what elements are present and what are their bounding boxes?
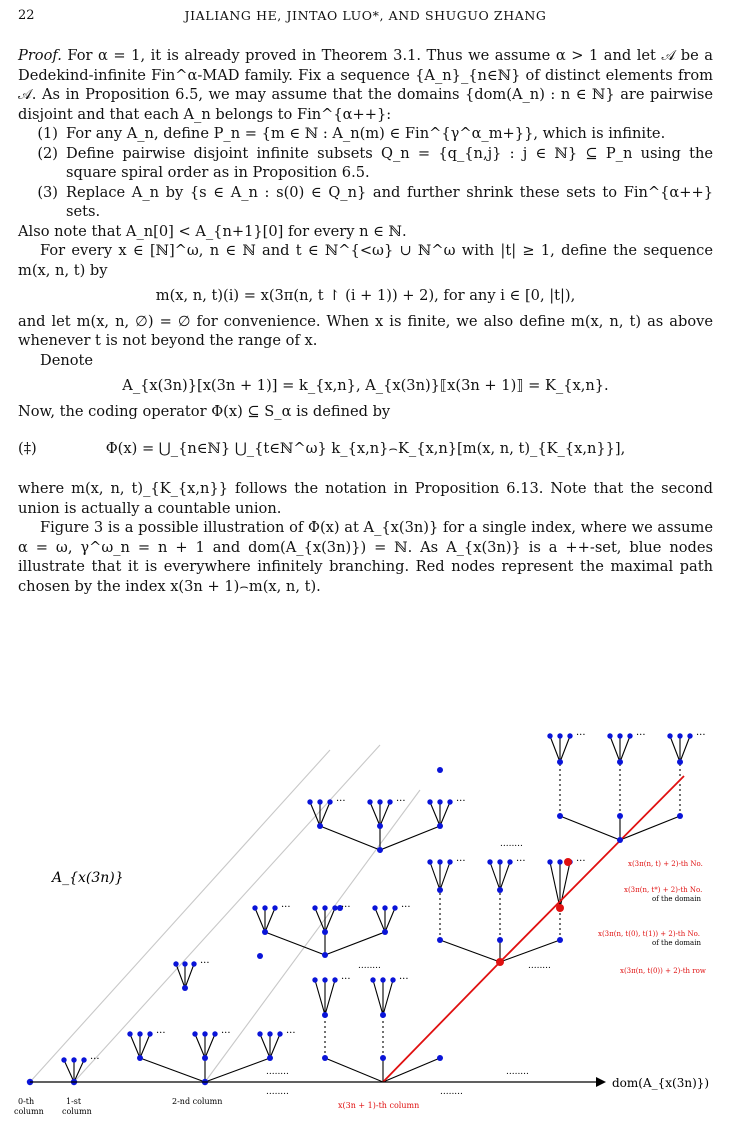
dot-row: ........ — [266, 1087, 289, 1097]
list-item-text: Replace A_n by {s ∈ A_n : s(0) ∈ Q_n} and further shrink these sets to Fin^{α++} sets. — [66, 183, 713, 220]
tree-node — [437, 767, 443, 773]
tree-edge — [560, 816, 620, 840]
tree-node — [182, 985, 188, 991]
tree-edge — [130, 1034, 140, 1058]
tree-node — [447, 859, 452, 864]
tree-edge — [315, 980, 325, 1015]
tree-node — [267, 1031, 272, 1036]
list-item-number: (2) — [37, 144, 58, 162]
tree-node — [377, 823, 383, 829]
tree-node — [182, 961, 187, 966]
tree-node — [137, 1055, 143, 1061]
tree-edge — [440, 940, 500, 962]
figure-tree-illustration — [0, 650, 731, 1120]
tree-edge — [370, 802, 380, 826]
ellipsis-mark: ··· — [456, 796, 466, 807]
tree-edge — [383, 1058, 440, 1082]
body-text — [18, 46, 713, 596]
denote-label: Denote — [40, 351, 94, 369]
tree-edge — [205, 1058, 270, 1082]
tree-node — [677, 759, 683, 765]
tree-node — [557, 759, 563, 765]
tree-node — [377, 847, 383, 853]
tree-edge — [260, 1034, 270, 1058]
tree-node — [427, 799, 432, 804]
proof-intro — [18, 46, 713, 124]
tree-node — [317, 823, 323, 829]
proof-note: Also note that A_n[0] < A_{n+1}[0] for every n ∈ ℕ. — [18, 222, 407, 240]
tree-edge — [490, 862, 500, 890]
tree-edge — [383, 980, 393, 1015]
tree-node — [71, 1057, 76, 1062]
tree-node — [380, 977, 385, 982]
tree-edge — [140, 1058, 205, 1082]
ellipsis-mark: ··· — [90, 1054, 100, 1065]
tree-node — [327, 799, 332, 804]
diagonal-guide — [30, 750, 330, 1082]
tree-edge — [310, 802, 320, 826]
tree-node — [372, 905, 377, 910]
paragraph-empty-case: and let m(x, n, ∅) = ∅ for convenience. When x is finite, we also define m(x, n, t) as above whenever t is not beyond the range of x. — [18, 312, 713, 349]
tree-edge — [620, 736, 630, 762]
tree-node — [557, 937, 563, 943]
tree-node — [312, 977, 317, 982]
tree-node — [192, 1031, 197, 1036]
list-item-number: (1) — [37, 125, 58, 142]
tree-node — [437, 859, 442, 864]
tree-node — [382, 905, 387, 910]
tree-node — [437, 887, 443, 893]
equation-phi — [18, 429, 713, 469]
tree-edge — [680, 736, 690, 762]
axis-label: dom(A_{x(3n)}) — [612, 1076, 710, 1090]
tree-edge — [325, 932, 385, 955]
annotation-2-line2: of the domain — [652, 895, 701, 903]
tree-node — [370, 977, 375, 982]
tree-node — [367, 799, 372, 804]
maximal-path — [383, 776, 684, 1082]
tree-edge — [500, 940, 560, 962]
tree-node — [61, 1057, 66, 1062]
tree-node — [322, 952, 328, 958]
proof-intro-text: For α = 1, it is already proved in Theorem 3.1. Thus we assume α > 1 and let 𝒜 be a Dedekind-infinite Fin^α-MAD family. Fix a sequence {A_n}_{n∈ℕ} of distinct elements from 𝒜. As in Proposition 6.5, we may assume that the domains {dom(A_n) : n ∈ ℕ} are pairwise disjoint and that each A_n belongs to Fin^{α++}: — [18, 47, 713, 123]
set-label: A_{x(3n)} — [52, 870, 124, 886]
dot-row: ........ — [500, 839, 523, 849]
dot-row: ........ — [506, 1067, 529, 1077]
tree-node — [262, 929, 268, 935]
tree-node — [147, 1031, 152, 1036]
tree-edge — [620, 816, 680, 840]
tree-node — [252, 905, 257, 910]
tree-edge — [385, 908, 395, 932]
ellipsis-mark: ··· — [200, 958, 210, 969]
dot-row: ........ — [266, 1067, 289, 1077]
ellipsis-mark: ··· — [401, 902, 411, 913]
tree-node — [322, 929, 328, 935]
tree-node — [382, 929, 388, 935]
tree-node — [322, 977, 327, 982]
notation-paragraph: where m(x, n, t)_{K_{x,n}} follows the notation in Proposition 6.13. Note that the second union is actually a countable union. — [18, 480, 713, 517]
tree-node — [437, 937, 443, 943]
tree-node — [322, 1012, 328, 1018]
tree-node — [427, 859, 432, 864]
tree-node — [257, 953, 263, 959]
tree-node — [392, 905, 397, 910]
tree-edge — [325, 980, 335, 1015]
tree-node — [617, 759, 623, 765]
tree-edge — [64, 1060, 74, 1082]
path-node — [556, 904, 564, 912]
tree-node — [380, 1055, 386, 1061]
tree-node — [307, 799, 312, 804]
annotation-3-line2: of the domain — [652, 939, 701, 947]
tree-node — [497, 937, 503, 943]
tree-node — [607, 733, 612, 738]
tree-edge — [380, 802, 390, 826]
ellipsis-mark: ··· — [281, 902, 291, 913]
tree-node — [267, 1055, 273, 1061]
list-item — [18, 124, 713, 144]
tree-node — [667, 733, 672, 738]
tree-node — [272, 905, 277, 910]
col0-label-line2: column — [14, 1107, 44, 1116]
list-item-text: For any A_n, define P_n = {m ∈ ℕ : A_n(m) ∈ Fin^{γ^α_m+}}, which is infinite. — [66, 125, 666, 142]
tree-edge — [375, 908, 385, 932]
ellipsis-mark: ··· — [576, 730, 586, 741]
tree-edge — [140, 1034, 150, 1058]
tree-node — [497, 859, 502, 864]
tree-node — [173, 961, 178, 966]
tree-node — [557, 859, 562, 864]
tree-node — [507, 859, 512, 864]
tree-node — [437, 799, 442, 804]
tree-edge — [560, 736, 570, 762]
list-item-text: Define pairwise disjoint infinite subsets Q_n = {q_{n,j} : j ∈ ℕ} ⊆ P_n using the square spiral order as in Proposition 6.5. — [66, 144, 713, 181]
list-item — [18, 144, 713, 183]
ellipsis-mark: ··· — [156, 1028, 166, 1039]
equation-tag: (‡) — [18, 440, 37, 457]
tree-node — [547, 859, 552, 864]
tree-node — [390, 977, 395, 982]
tree-node — [317, 799, 322, 804]
ellipsis-mark: ··· — [341, 974, 351, 985]
domain-axis — [30, 1077, 606, 1087]
tree-edge — [380, 826, 440, 850]
ellipsis-mark: ··· — [456, 856, 466, 867]
ellipsis-mark: ··· — [341, 902, 351, 913]
tree-node — [447, 799, 452, 804]
tree-node — [677, 813, 683, 819]
tree-edge — [270, 1034, 280, 1058]
ellipsis-mark: ··· — [636, 730, 646, 741]
colx-label: x(3n + 1)-th column — [338, 1101, 420, 1110]
figure-description: Figure 3 is a possible illustration of Φ(x) at A_{x(3n)} for a single index, where we assume α = ω, γ^ω_n = n + 1 and dom(A_{x(3n)}) = ℕ. As A_{x(3n)} is a ++-set, blue nodes illustrate that it is everywhere infinitely branching. Red nodes represent the maximal path chosen by the index x(3n + 1)⌢m(x, n, t). — [18, 519, 713, 595]
tree-node — [191, 961, 196, 966]
tree-edge — [325, 1058, 383, 1082]
tree-edge — [440, 802, 450, 826]
tree-node — [322, 905, 327, 910]
dot-row: ........ — [440, 1087, 463, 1097]
tree-node — [497, 887, 503, 893]
ellipsis-mark: ··· — [576, 856, 586, 867]
page-number: 22 — [18, 8, 35, 23]
proof-steps — [18, 124, 713, 222]
ellipsis-mark: ··· — [696, 730, 706, 741]
tree-node — [202, 1031, 207, 1036]
tree-node — [687, 733, 692, 738]
tree-edge — [550, 862, 560, 908]
tree-edge — [440, 862, 450, 890]
tree-node — [202, 1055, 208, 1061]
equation-denote: A_{x(3n)}[x(3n + 1)] = k_{x,n}, A_{x(3n)}⟦x(3n + 1)⟧ = K_{x,n}. — [122, 377, 609, 394]
tree-node — [257, 1031, 262, 1036]
tree-node — [322, 1055, 328, 1061]
tree-node — [332, 905, 337, 910]
dot-row: ........ — [358, 961, 381, 971]
tree-edge — [373, 980, 383, 1015]
equation-phi-body: Φ(x) = ⋃_{n∈ℕ} ⋃_{t∈ℕ^ω} k_{x,n}⌢K_{x,n}[m(x, n, t)_{K_{x,n}}], — [105, 440, 626, 457]
tree-node — [81, 1057, 86, 1062]
tree-edge — [176, 964, 185, 988]
tree-node — [137, 1031, 142, 1036]
tree-node — [437, 1055, 443, 1061]
tree-edge — [265, 932, 325, 955]
tree-edge — [255, 908, 265, 932]
tree-edge — [430, 862, 440, 890]
definition-paragraph: For every x ∈ [ℕ]^ω, n ∈ ℕ and t ∈ ℕ^{<ω} ∪ ℕ^ω with |t| ≥ 1, define the sequence m(x, n, t) by — [18, 242, 713, 279]
ellipsis-mark: ··· — [221, 1028, 231, 1039]
tree-node — [617, 733, 622, 738]
tree-node — [617, 813, 623, 819]
tree-node — [487, 859, 492, 864]
ellipsis-mark: ··· — [336, 796, 346, 807]
annotation-2-line1: x(3π(n, t*) + 2)-th No. — [624, 886, 703, 894]
tree-edge — [195, 1034, 205, 1058]
annotation-4: x(3π(n, t(0)) + 2)-th row — [620, 967, 706, 975]
path-node — [496, 958, 504, 966]
annotation-3-line1: x(3π(n, t(0), t(1)) + 2)-th No. — [598, 930, 700, 938]
path-node — [564, 858, 572, 866]
ellipsis-mark: ··· — [286, 1028, 296, 1039]
ellipsis-mark: ··· — [516, 856, 526, 867]
col2-label: 2-nd column — [172, 1097, 223, 1106]
tree-edge — [320, 826, 380, 850]
annotation-1: x(3π(n, t) + 2)-th No. — [628, 860, 703, 868]
tree-node — [437, 823, 443, 829]
coding-operator-intro: Now, the coding operator Φ(x) ⊆ S_α is defined by — [18, 402, 391, 420]
col1-label-line1: 1-st — [66, 1097, 82, 1106]
tree-node — [377, 799, 382, 804]
proof-label: Proof. — [18, 47, 62, 64]
tree-node — [627, 733, 632, 738]
tree-node — [212, 1031, 217, 1036]
tree-node — [380, 1012, 386, 1018]
list-item — [18, 183, 713, 222]
tree-edge — [74, 1060, 84, 1082]
tree-node — [557, 733, 562, 738]
tree-edge — [265, 908, 275, 932]
col0-label-line1: 0-th — [18, 1097, 35, 1106]
tree-node — [547, 733, 552, 738]
tree-edge — [670, 736, 680, 762]
tree-edge — [205, 1034, 215, 1058]
tree-node — [332, 977, 337, 982]
dot-row: ........ — [528, 961, 551, 971]
list-item-number: (3) — [37, 183, 58, 201]
tree-node — [127, 1031, 132, 1036]
tree-node — [567, 733, 572, 738]
tree-node — [277, 1031, 282, 1036]
tree-edge — [610, 736, 620, 762]
col1-label-line2: column — [62, 1107, 92, 1116]
tree-edge — [185, 964, 194, 988]
tree-node — [387, 799, 392, 804]
tree-edge — [500, 862, 510, 890]
diagonal-guide — [205, 790, 420, 1082]
tree-node — [312, 905, 317, 910]
tree-nodes — [27, 733, 693, 1085]
tree-node — [617, 837, 623, 843]
ellipsis-mark: ··· — [399, 974, 409, 985]
running-header: JIALIANG HE, JINTAO LUO*, AND SHUGUO ZHANG — [184, 8, 547, 23]
tree-node — [677, 733, 682, 738]
tree-edge — [430, 802, 440, 826]
tree-node — [557, 813, 563, 819]
tree-edge — [315, 908, 325, 932]
equation-m: m(x, n, t)(i) = x(3π(n, t ↾ (i + 1)) + 2), for any i ∈ [0, |t|), — [155, 287, 576, 304]
tree-edge — [550, 736, 560, 762]
ellipsis-mark: ··· — [396, 796, 406, 807]
tree-node — [262, 905, 267, 910]
